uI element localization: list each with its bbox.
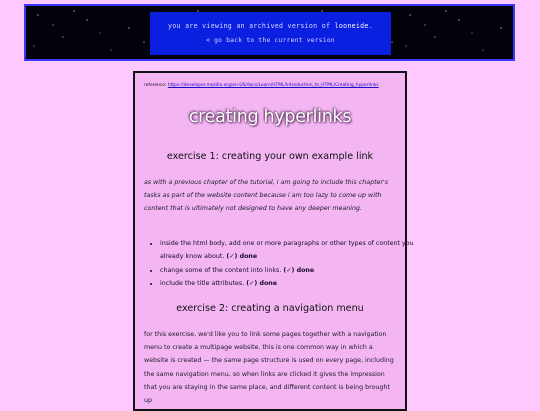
back-to-current-link[interactable]: < go back to the current version bbox=[206, 37, 335, 44]
list-item bbox=[160, 277, 416, 290]
archive-notice-prefix: you are viewing an archived version of bbox=[168, 22, 331, 30]
task-text: change some of the content into links. bbox=[160, 266, 282, 274]
archive-notice-text bbox=[150, 22, 391, 30]
list-item bbox=[160, 237, 416, 264]
archive-notice bbox=[150, 12, 391, 55]
exercise2-body: for this exercise, we'd like you to link some pages together with a navigation menu to create a multipage website. this is one common way in which a website is created — the same page structure is used on every page, including the same navigation menu, so when links are clicked it gives the impression that you are staying in the same place, and different content is being brought up bbox=[144, 331, 394, 405]
site-name: looneide bbox=[334, 22, 369, 30]
exercise1-heading: exercise 1: creating your own example link bbox=[166, 151, 374, 162]
list-item bbox=[160, 264, 416, 277]
task-text: inside the html body, add one or more paragraphs or other types of content you already know about. bbox=[160, 240, 414, 261]
exercise1-intro: as with a previous chapter of the tutorial, i am going to include this chapter's tasks as part of the website content because i am too lazy to come up with content that is ultimately not designed to have any deeper meaning. bbox=[144, 179, 389, 213]
content-panel bbox=[133, 71, 414, 411]
archive-notice-suffix: . bbox=[368, 22, 373, 30]
task-status: (✓) done bbox=[226, 253, 258, 261]
task-text: include the title attributes. bbox=[160, 280, 245, 288]
exercise2-heading: exercise 2: creating a navigation menu bbox=[176, 303, 364, 314]
task-status: (✓) done bbox=[283, 266, 315, 274]
archive-banner bbox=[24, 4, 515, 61]
task-status: (✓) done bbox=[246, 280, 278, 288]
reference-link[interactable]: https://developer.mozilla.org/en-US/docs/Learn/HTML/Introduction_to_HTML/Creating_hyperlinks bbox=[167, 83, 379, 88]
exercise1-task-list bbox=[144, 237, 416, 291]
reference-label: reference: bbox=[144, 83, 167, 88]
reference-line bbox=[144, 83, 379, 88]
page-title: creating hyperlinks bbox=[188, 107, 352, 127]
